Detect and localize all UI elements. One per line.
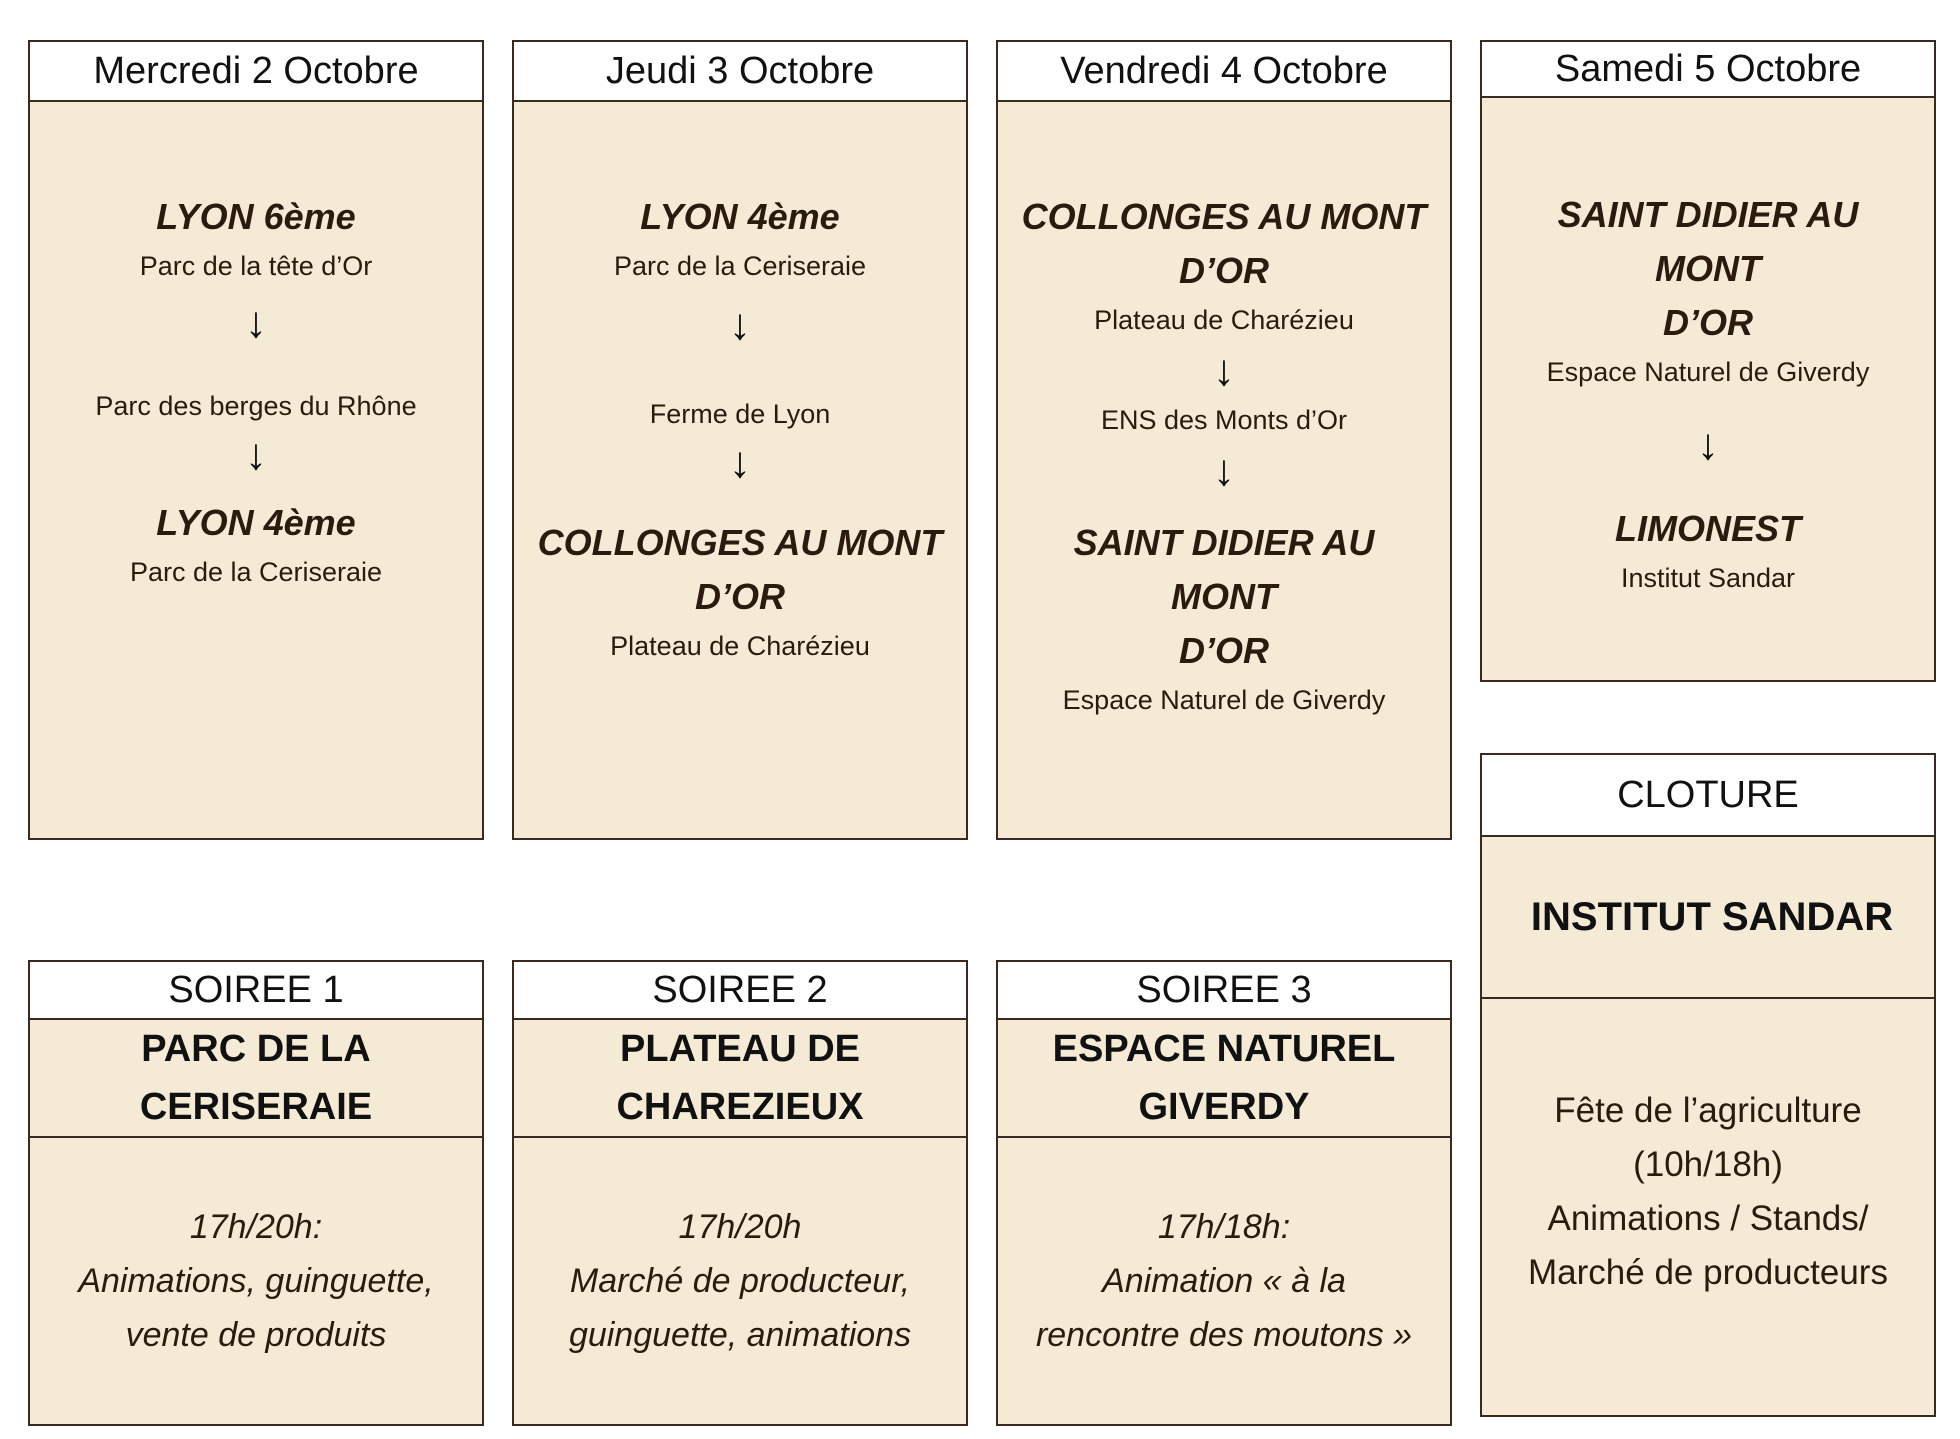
soiree-desc: Marché de producteur, bbox=[569, 1262, 911, 1300]
arrow-down-icon: ↓ bbox=[729, 300, 751, 349]
cloture-label: CLOTURE bbox=[1482, 755, 1934, 837]
day-title: Mercredi 2 Octobre bbox=[30, 42, 482, 102]
stop-site: Parc de la tête d’Or bbox=[139, 251, 373, 281]
soiree-card-1 bbox=[28, 960, 484, 1426]
soiree-desc: Animation « à la bbox=[1102, 1262, 1346, 1300]
soiree-venue-line: GIVERDY bbox=[1138, 1086, 1310, 1128]
stop-site: Parc des berges du Rhône bbox=[95, 391, 417, 421]
stop-place: LYON 4ème bbox=[156, 502, 356, 543]
arrow-down-icon: ↓ bbox=[245, 298, 267, 347]
soiree-time: 17h/20h bbox=[678, 1208, 802, 1246]
stop-place-line1: SAINT DIDIER AU MONT bbox=[1557, 194, 1859, 289]
soiree-venue-line: PLATEAU DE bbox=[620, 1028, 860, 1070]
stop-place-line2: D’OR bbox=[695, 576, 785, 617]
soiree-details bbox=[30, 1138, 482, 1424]
day-itinerary bbox=[514, 102, 966, 668]
stop-site: Ferme de Lyon bbox=[649, 399, 831, 429]
arrow-down-icon: ↓ bbox=[1697, 420, 1719, 469]
stop-site: Plateau de Charézieu bbox=[1094, 305, 1354, 335]
cloture-line: (10h/18h) bbox=[1633, 1145, 1783, 1184]
soiree-card-3 bbox=[996, 960, 1452, 1426]
stop-site: Parc de la Ceriseraie bbox=[129, 557, 383, 587]
soiree-desc: guinguette, animations bbox=[568, 1316, 912, 1354]
arrow-down-icon: ↓ bbox=[1213, 346, 1235, 395]
stop-place-line1: SAINT DIDIER AU MONT bbox=[1073, 522, 1375, 617]
arrow-down-icon: ↓ bbox=[1213, 446, 1235, 495]
soiree-time: 17h/18h: bbox=[1157, 1208, 1291, 1246]
soiree-desc: rencontre des moutons » bbox=[1035, 1316, 1413, 1354]
cloture-card bbox=[1480, 753, 1936, 1417]
soiree-venue bbox=[998, 1020, 1450, 1138]
stop-site: Parc de la Ceriseraie bbox=[613, 251, 867, 281]
soiree-venue-line: CHAREZIEUX bbox=[616, 1086, 864, 1128]
stop-place-line1: COLLONGES AU MONT bbox=[1021, 196, 1427, 237]
day-card-vendredi bbox=[996, 40, 1452, 840]
day-title: Vendredi 4 Octobre bbox=[998, 42, 1450, 102]
soiree-label: SOIREE 3 bbox=[998, 962, 1450, 1020]
day-title: Samedi 5 Octobre bbox=[1482, 42, 1934, 98]
stop-site: ENS des Monts d’Or bbox=[1100, 405, 1348, 435]
stop-site: Espace Naturel de Giverdy bbox=[1546, 357, 1870, 387]
soiree-desc: Animations, guinguette, bbox=[78, 1262, 434, 1300]
day-card-samedi bbox=[1480, 40, 1936, 682]
cloture-line: Marché de producteurs bbox=[1528, 1253, 1888, 1292]
soiree-venue bbox=[30, 1020, 482, 1138]
day-title: Jeudi 3 Octobre bbox=[514, 42, 966, 102]
stop-place-line2: D’OR bbox=[1179, 630, 1269, 671]
soiree-card-2 bbox=[512, 960, 968, 1426]
stop-site: Espace Naturel de Giverdy bbox=[1062, 685, 1386, 715]
soiree-time: 17h/20h: bbox=[189, 1208, 323, 1246]
soiree-desc: vente de produits bbox=[125, 1316, 387, 1354]
cloture-line: Animations / Stands/ bbox=[1547, 1199, 1869, 1238]
soiree-venue-line: PARC DE LA bbox=[141, 1028, 371, 1070]
stop-place-line1: COLLONGES AU MONT bbox=[537, 522, 943, 563]
soiree-details bbox=[998, 1138, 1450, 1424]
day-card-jeudi bbox=[512, 40, 968, 840]
day-itinerary bbox=[30, 102, 482, 594]
stop-site: Plateau de Charézieu bbox=[610, 631, 870, 661]
stop-place: LIMONEST bbox=[1615, 508, 1801, 549]
soiree-venue-line: ESPACE NATUREL bbox=[1052, 1028, 1396, 1070]
stop-place: LYON 4ème bbox=[640, 196, 840, 237]
cloture-venue bbox=[1482, 837, 1934, 999]
stop-site: Institut Sandar bbox=[1620, 563, 1796, 593]
day-card-mercredi bbox=[28, 40, 484, 840]
soiree-label: SOIREE 1 bbox=[30, 962, 482, 1020]
soiree-label: SOIREE 2 bbox=[514, 962, 966, 1020]
day-itinerary bbox=[998, 102, 1450, 722]
cloture-line: Fête de l’agriculture bbox=[1554, 1091, 1862, 1130]
cloture-venue-text: INSTITUT SANDAR bbox=[1530, 894, 1894, 939]
stop-place: LYON 6ème bbox=[156, 196, 356, 237]
arrow-down-icon: ↓ bbox=[729, 438, 751, 487]
cloture-details bbox=[1482, 999, 1934, 1415]
soiree-venue-line: CERISERAIE bbox=[139, 1086, 373, 1128]
soiree-venue bbox=[514, 1020, 966, 1138]
arrow-down-icon: ↓ bbox=[245, 430, 267, 479]
day-itinerary bbox=[1482, 98, 1934, 600]
stop-place-line2: D’OR bbox=[1663, 302, 1753, 343]
stop-place-line2: D’OR bbox=[1179, 250, 1269, 291]
soiree-details bbox=[514, 1138, 966, 1424]
